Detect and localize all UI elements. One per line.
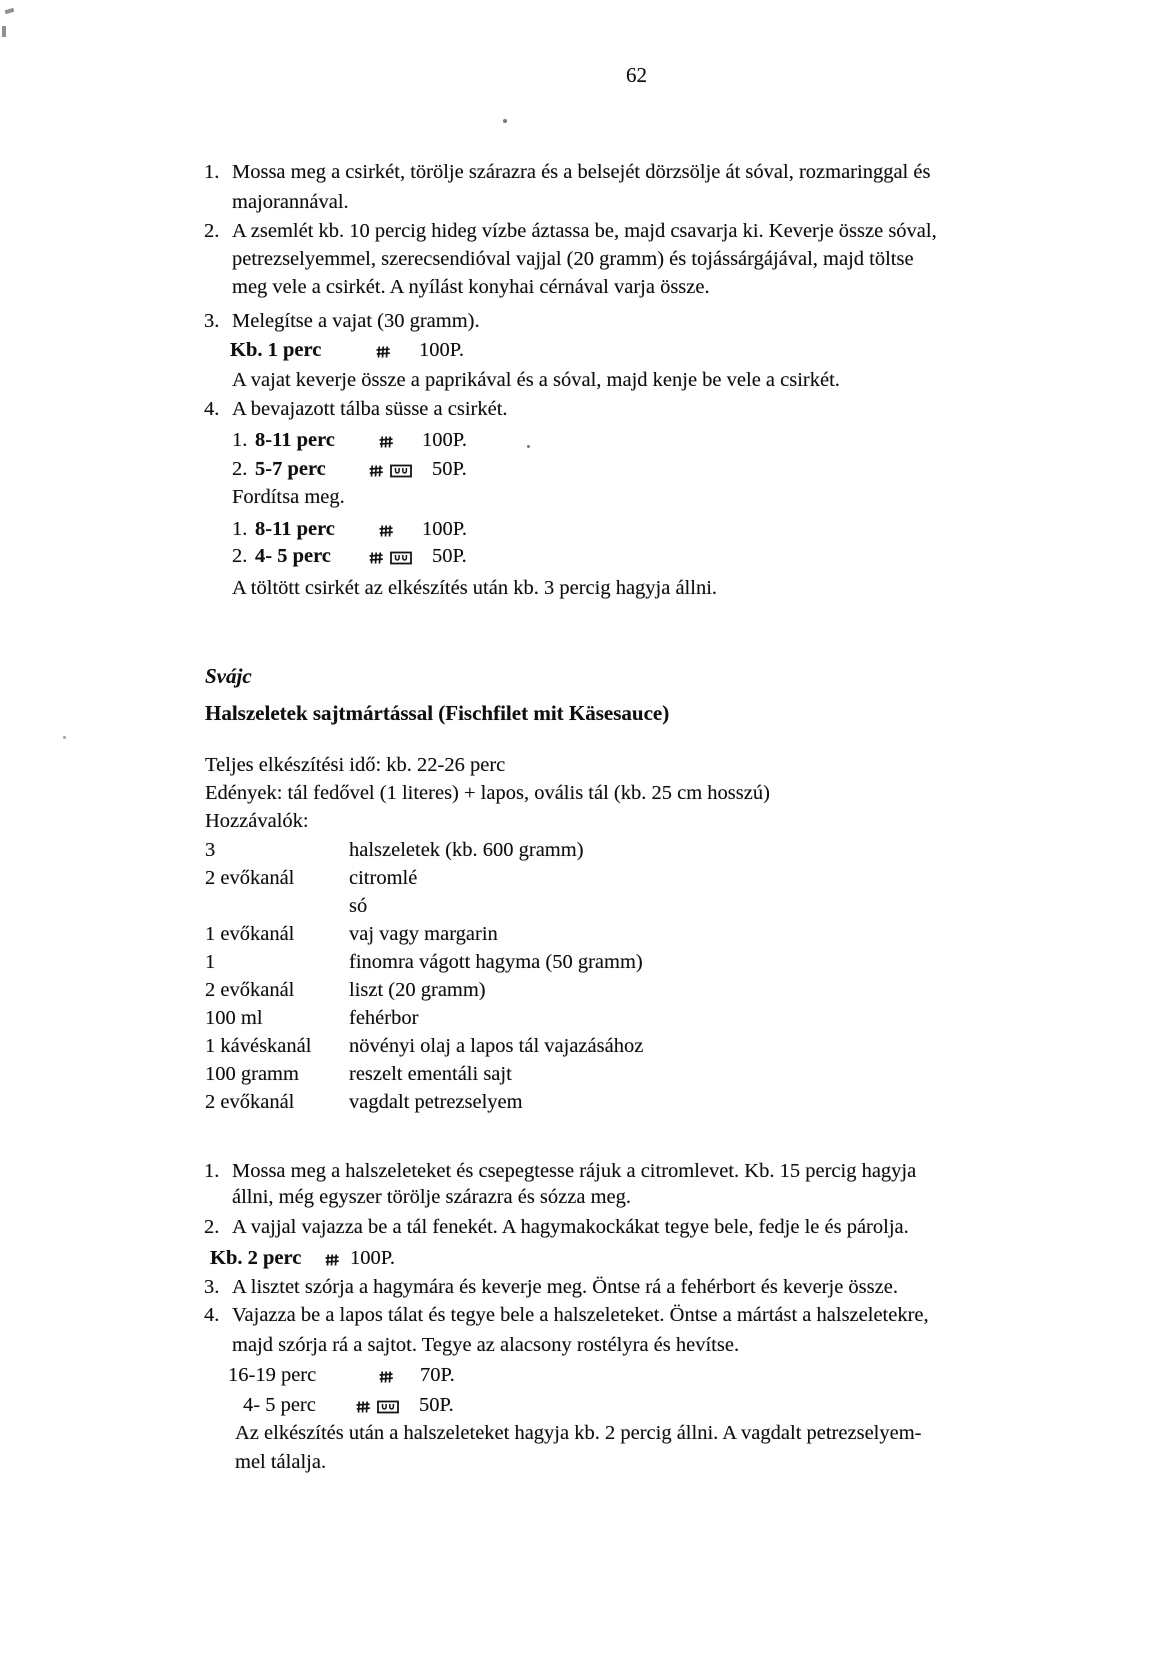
ingredient-name: citromlé [349, 867, 418, 889]
step-text: Melegítse a vajat (30 gramm). [232, 310, 480, 332]
timing-label: 16-19 perc [228, 1364, 317, 1386]
power-level: 50P. [419, 1394, 454, 1416]
step-number: 4. [204, 398, 220, 420]
power-level: 100P. [422, 518, 468, 540]
ingredient-row [205, 1087, 523, 1117]
timing-label: 8-11 perc [255, 518, 335, 540]
power-level: 100P. [419, 339, 465, 361]
ingredient-name: liszt (20 gramm) [349, 979, 486, 1001]
step-number: 1. [204, 1160, 220, 1182]
list-item [204, 394, 508, 424]
list-item [204, 216, 937, 246]
ingredient-name: vaj vagy margarin [349, 923, 498, 945]
list-item [204, 157, 930, 187]
ingredient-row [205, 919, 498, 949]
step-number: 2. [204, 1216, 220, 1238]
step-text: Az elkészítés után a halszeleteket hagyja kb. 2 percig állni. A vagdalt petrezselyem- [235, 1422, 922, 1444]
page-number: 62 [626, 63, 647, 87]
timing-number: 1. [232, 429, 248, 451]
power-level: 70P. [420, 1364, 455, 1386]
grill-icon [390, 541, 412, 571]
microwave-icon [378, 1360, 394, 1390]
step-number: 1. [204, 161, 220, 183]
step-number: 2. [204, 220, 220, 242]
ingredient-qty: 3 [205, 839, 216, 861]
grill-icon [377, 1390, 399, 1420]
scan-artifact [503, 119, 507, 123]
ingredient-row [205, 1031, 643, 1061]
step-number: 3. [204, 310, 220, 332]
timing-line [230, 335, 465, 365]
power-level: 100P. [422, 429, 468, 451]
step-text: petrezselyemmel, szerecsendióval vajjal (20 gramm) és tojássárgájával, majd töltse [232, 248, 914, 270]
step-text: A töltött csirkét az elkészítés után kb. 3 percig hagyja állni. [232, 577, 718, 599]
grill-icon [390, 454, 412, 484]
ingredient-qty: 2 evőkanál [205, 979, 295, 1001]
step-text: Mossa meg a halszeleteket és csepegtesse rájuk a citromlevet. Kb. 15 percig hagyja [232, 1160, 917, 1182]
microwave-icon [378, 425, 394, 455]
power-level: 50P. [432, 458, 467, 480]
step-number: 3. [204, 1276, 220, 1298]
step-text: A vajjal vajazza be a tál fenekét. A hagymakockákat tegye bele, fedje le és párolja. [232, 1216, 909, 1238]
timing-line [232, 514, 468, 544]
timing-label: 4- 5 perc [255, 545, 331, 567]
ingredient-row [205, 1003, 418, 1033]
timing-label: 5-7 perc [255, 458, 326, 480]
timing-line [228, 1360, 455, 1390]
ingredient-qty: 2 evőkanál [205, 867, 295, 889]
ingredient-qty: 100 gramm [205, 1063, 299, 1085]
dishes-line: Edények: tál fedővel (1 literes) + lapos, ovális tál (kb. 25 cm hosszú) [205, 782, 770, 804]
ingredient-row [205, 863, 417, 893]
timing-label: 4- 5 perc [243, 1394, 316, 1416]
step-text: A bevajazott tálba süsse a csirkét. [232, 398, 508, 420]
timing-label: Kb. 1 perc [230, 339, 322, 361]
list-item [204, 306, 480, 336]
step-text: Mossa meg a csirkét, törölje szárazra és a belsejét dörzsölje át sóval, rozmaringgal és [232, 161, 931, 183]
ingredient-qty: 2 evőkanál [205, 1091, 295, 1113]
step-text: állni, még egyszer törölje szárazra és sózza meg. [232, 1186, 631, 1208]
timing-label: 8-11 perc [255, 429, 335, 451]
ingredient-row [205, 947, 643, 977]
ingredient-name: só [349, 895, 368, 917]
ingredient-name: növényi olaj a lapos tál vajazásához [349, 1035, 644, 1057]
microwave-icon [368, 541, 384, 571]
timing-number: 1. [232, 518, 248, 540]
step-text: A zsemlét kb. 10 percig hideg vízbe áztassa be, majd csavarja ki. Keverje össze sóval, [232, 220, 937, 242]
ingredient-qty: 1 kávéskanál [205, 1035, 312, 1057]
timing-line [232, 454, 467, 484]
step-text: mel tálalja. [235, 1451, 327, 1473]
timing-line [210, 1243, 396, 1273]
ingredient-name: halszeletek (kb. 600 gramm) [349, 839, 584, 861]
ingredient-name: vagdalt petrezselyem [349, 1091, 523, 1113]
ingredients-heading: Hozzávalók: [205, 810, 309, 832]
timing-label: Kb. 2 perc [210, 1247, 302, 1269]
list-item [204, 1272, 898, 1302]
list-item [204, 1300, 929, 1330]
step-text: Fordítsa meg. [232, 486, 345, 508]
recipe-title: Halszeletek sajtmártással (Fischfilet mit Käsesauce) [205, 701, 670, 725]
power-level: 50P. [432, 545, 467, 567]
timing-line [243, 1390, 454, 1420]
scan-artifact [2, 26, 6, 37]
ingredient-row [205, 975, 486, 1005]
power-level: 100P. [350, 1247, 396, 1269]
recipe-country: Svájc [205, 664, 252, 688]
scan-artifact [63, 736, 66, 739]
step-text: A vajat keverje össze a paprikával és a sóval, majd kenje be vele a csirkét. [232, 369, 840, 391]
ingredient-name: reszelt ementáli sajt [349, 1063, 512, 1085]
list-item [204, 1212, 909, 1242]
ingredient-row [205, 1059, 512, 1089]
total-time-line: Teljes elkészítési idő: kb. 22-26 perc [205, 754, 506, 776]
step-text: A lisztet szórja a hagymára és keverje meg. Öntse rá a fehérbort és keverje össze. [232, 1276, 898, 1298]
timing-line [232, 425, 468, 455]
ingredient-name: finomra vágott hagyma (50 gramm) [349, 951, 643, 973]
timing-line [232, 541, 467, 571]
microwave-icon [355, 1390, 371, 1420]
step-text: Vajazza be a lapos tálat és tegye bele a halszeleteket. Öntse a mártást a halszeletekre, [232, 1304, 929, 1326]
timing-number: 2. [232, 458, 248, 480]
microwave-icon [368, 454, 384, 484]
microwave-icon [324, 1243, 340, 1273]
ingredient-name: fehérbor [349, 1007, 419, 1029]
step-number: 4. [204, 1304, 220, 1326]
ingredient-qty: 1 [205, 951, 216, 973]
step-text: meg vele a csirkét. A nyílást konyhai cérnával varja össze. [232, 276, 710, 298]
ingredient-row [205, 891, 367, 921]
scan-artifact [527, 445, 530, 448]
ingredient-qty: 1 evőkanál [205, 923, 295, 945]
scan-artifact [5, 8, 15, 15]
step-text: majd szórja rá a sajtot. Tegye az alacsony rostélyra és hevítse. [232, 1334, 740, 1356]
ingredient-row [205, 835, 584, 865]
timing-number: 2. [232, 545, 248, 567]
microwave-icon [375, 335, 391, 365]
ingredient-qty: 100 ml [205, 1007, 263, 1029]
microwave-icon [378, 514, 394, 544]
step-text: majorannával. [232, 191, 349, 213]
